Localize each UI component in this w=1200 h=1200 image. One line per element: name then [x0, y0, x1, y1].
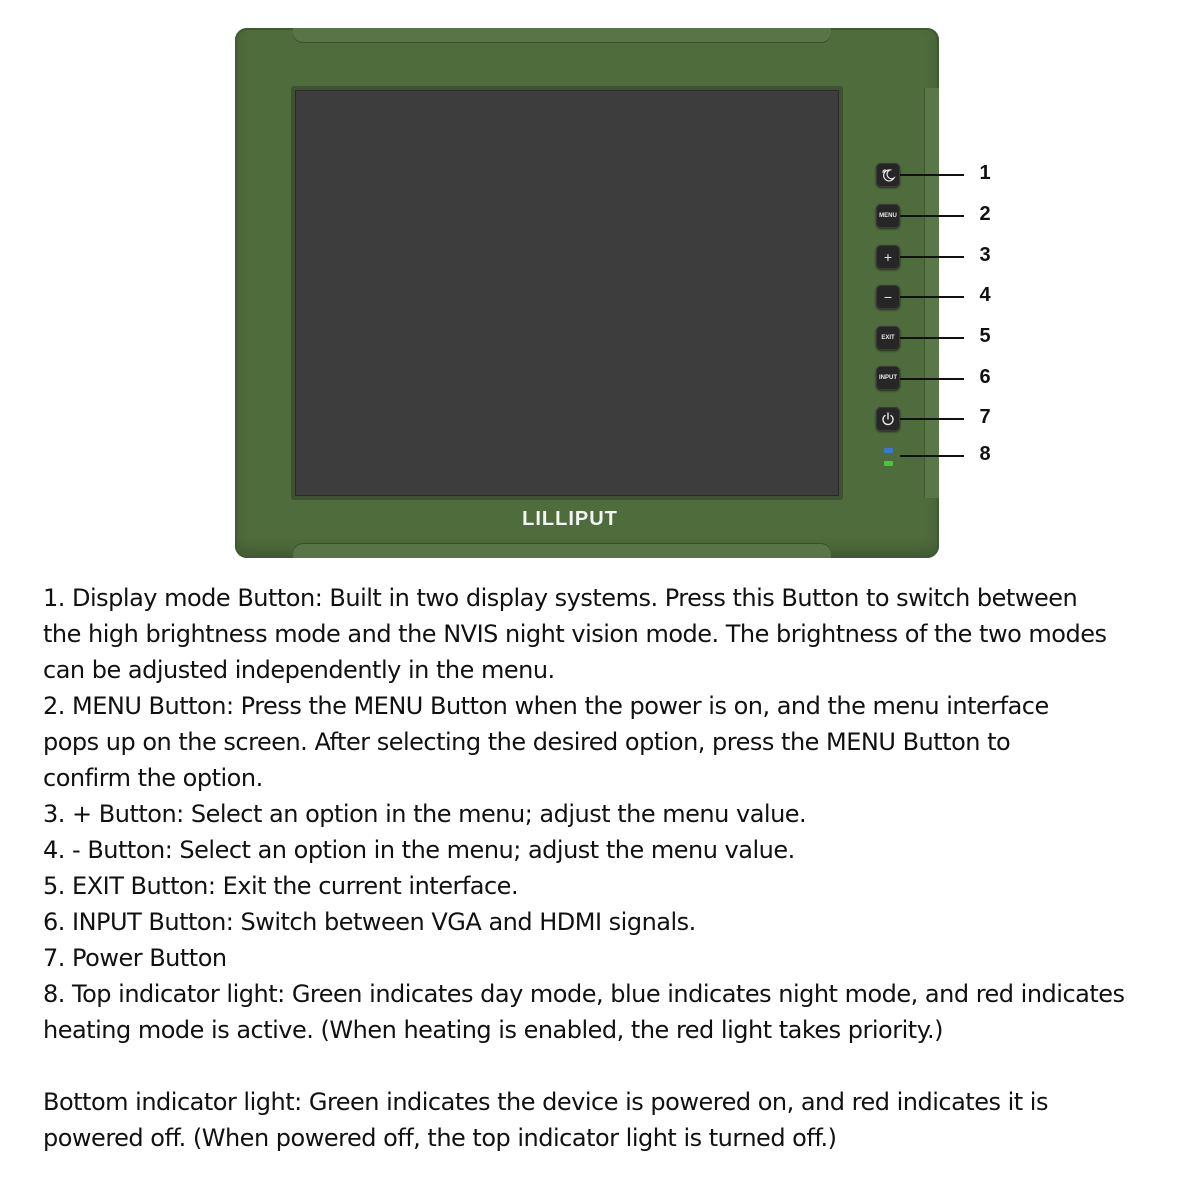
menu-button[interactable]	[876, 204, 900, 228]
plus-button-label: +	[883, 249, 893, 265]
callout-number-7: 7	[979, 406, 991, 428]
bottom-indicator-light	[884, 461, 893, 466]
button-descriptions	[43, 580, 1193, 1156]
desc-line: the high brightness mode and the NVIS night vision mode. The brightness of the two modes	[43, 620, 1107, 648]
paragraph-gap	[43, 1048, 1193, 1084]
callout-line-6	[900, 378, 964, 380]
desc-line: confirm the option.	[43, 764, 263, 792]
power-button[interactable]	[876, 407, 900, 431]
minus-button-label: −	[883, 289, 893, 305]
display-mode-button[interactable]	[876, 163, 900, 187]
callout-number-3: 3	[979, 244, 991, 266]
side-ridge	[924, 88, 939, 498]
desc-line: 5. EXIT Button: Exit the current interface.	[43, 872, 519, 900]
desc-line: 4. - Button: Select an option in the menu; adjust the menu value.	[43, 836, 795, 864]
bottom-light-line: Bottom indicator light: Green indicates the device is powered on, and red indicates it is	[43, 1088, 1048, 1116]
callout-line-5	[900, 337, 964, 339]
callout-number-2: 2	[979, 203, 991, 225]
monitor-body	[235, 28, 939, 558]
exit-button-label: EXIT	[881, 335, 895, 341]
desc-line: 6. INPUT Button: Switch between VGA and HDMI signals.	[43, 908, 696, 936]
callout-line-3	[900, 256, 964, 258]
top-indicator-light	[884, 448, 893, 453]
plus-button[interactable]	[876, 245, 900, 269]
desc-line: heating mode is active. (When heating is enabled, the red light takes priority.)	[43, 1016, 943, 1044]
callout-number-8: 8	[979, 443, 991, 465]
desc-line: can be adjusted independently in the menu.	[43, 656, 555, 684]
callout-number-1: 1	[979, 162, 991, 184]
screen-frame	[291, 86, 843, 500]
callout-line-1	[900, 174, 964, 176]
callout-number-4: 4	[979, 284, 991, 306]
desc-line: 8. Top indicator light: Green indicates day mode, blue indicates night mode, and red indicates	[43, 980, 1125, 1008]
menu-button-label: MENU	[879, 213, 897, 219]
callout-line-7	[900, 418, 964, 420]
desc-line: 7. Power Button	[43, 944, 227, 972]
callout-number-5: 5	[979, 325, 991, 347]
desc-line: pops up on the screen. After selecting the desired option, press the MENU Button to	[43, 728, 1011, 756]
callout-number-6: 6	[979, 366, 991, 388]
power-icon	[880, 411, 896, 427]
desc-line: 2. MENU Button: Press the MENU Button when the power is on, and the menu interface	[43, 692, 1049, 720]
desc-line: 1. Display mode Button: Built in two display systems. Press this Button to switch between	[43, 584, 1078, 612]
callout-line-8	[900, 455, 964, 457]
display-screen	[295, 90, 839, 496]
bezel-top	[293, 28, 831, 42]
moon-star-icon	[880, 167, 896, 183]
brand-logo: LILLIPUT	[522, 508, 618, 530]
bezel-bottom	[293, 544, 831, 558]
callout-line-2	[900, 215, 964, 217]
callout-line-4	[900, 296, 964, 298]
minus-button[interactable]	[876, 285, 900, 309]
desc-line: 3. + Button: Select an option in the menu; adjust the menu value.	[43, 800, 807, 828]
input-button-label: INPUT	[879, 375, 897, 381]
bottom-light-line: powered off. (When powered off, the top indicator light is turned off.)	[43, 1124, 837, 1152]
exit-button[interactable]	[876, 326, 900, 350]
input-button[interactable]	[876, 366, 900, 390]
